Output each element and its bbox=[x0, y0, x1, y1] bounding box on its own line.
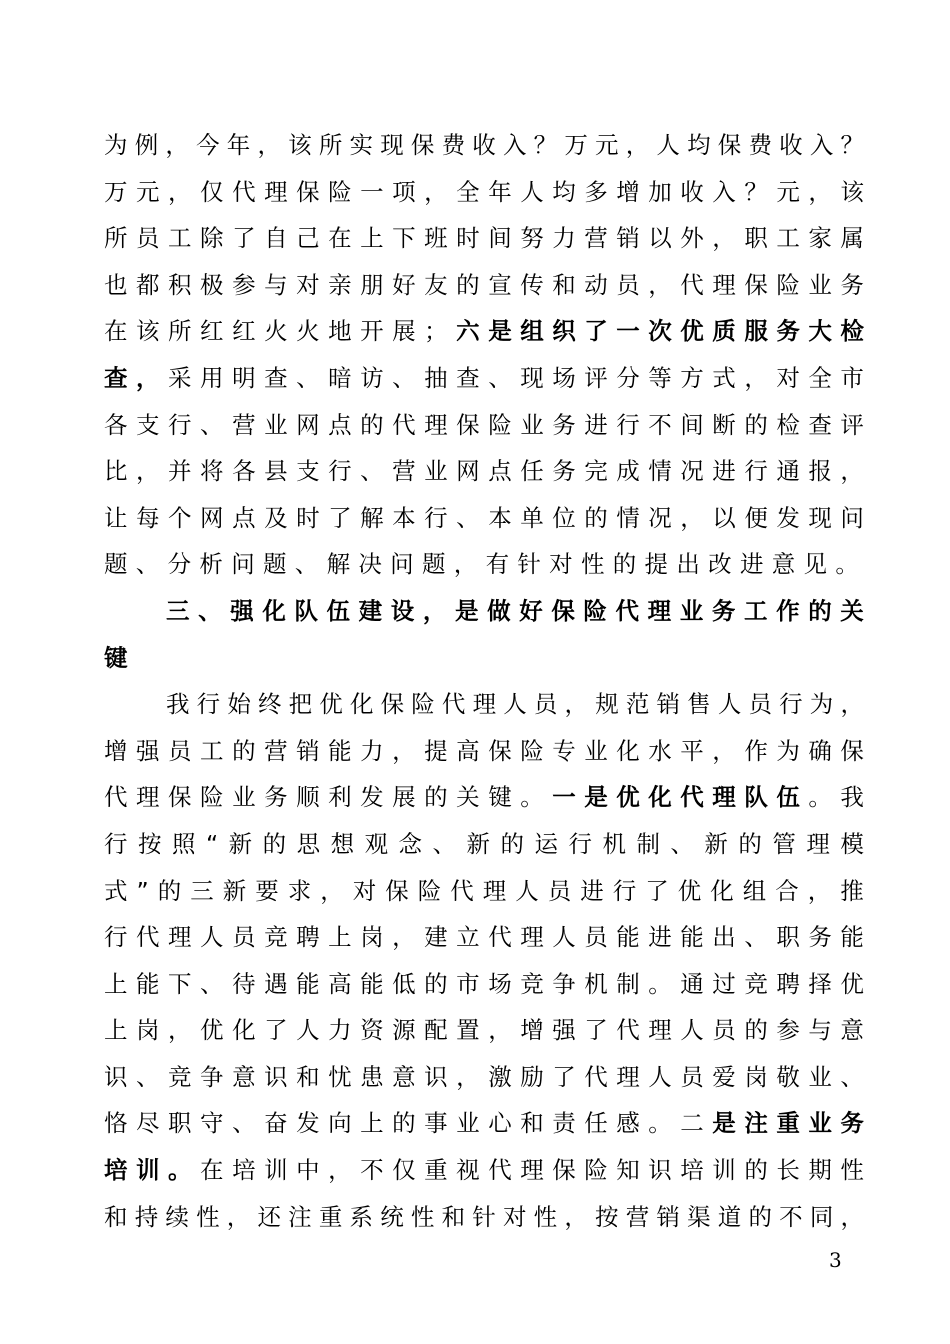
page-number: 3 bbox=[829, 1248, 842, 1272]
text-line: 式 ” 的 三 新 要 求 ， 对 保 险 代 理 人 员 进 行 了 优 化 组 合 ， 推 bbox=[104, 876, 864, 905]
text-line: 行 代 理 人 员 竞 聘 上 岗 ， 建 立 代 理 人 员 能 进 能 出 、 职 务 能 bbox=[104, 923, 864, 952]
text-line: 比 ， 并 将 各 县 支 行 、 营 业 网 点 任 务 完 成 情 况 进 行 通 报 ， bbox=[104, 457, 864, 486]
text-line: 培 训 。 在 培 训 中 ， 不 仅 重 视 代 理 保 险 知 识 培 训 的 长 期 性 bbox=[104, 1156, 864, 1185]
text-line: 各 支 行 、 营 业 网 点 的 代 理 保 险 业 务 进 行 不 间 断 的 检 查 评 bbox=[104, 410, 864, 439]
text-line: 所 员 工 除 了 自 己 在 上 下 班 时 间 努 力 营 销 以 外 ， 职 工 家 属 bbox=[104, 224, 864, 253]
text-line: 增 强 员 工 的 营 销 能 力 ， 提 高 保 险 专 业 化 水 平 ， 作 为 确 保 bbox=[104, 736, 864, 765]
text-line: 和 持 续 性 ， 还 注 重 系 统 性 和 针 对 性 ， 按 营 销 渠 道 的 不 同 ， bbox=[104, 1202, 864, 1231]
text-line: 也 都 积 极 参 与 对 亲 朋 好 友 的 宣 传 和 动 员 ， 代 理 保 险 业 务 bbox=[104, 270, 864, 299]
text-line: 题 、 分 析 问 题 、 解 决 问 题 ， 有 针 对 性 的 提 出 改 进 意 见 。 bbox=[104, 550, 859, 579]
text-line: 为 例 ， 今 年 ， 该 所 实 现 保 费 收 入 ？ 万 元 ， 人 均 保 费 收 入 ？ bbox=[104, 131, 864, 159]
text-line: 在 该 所 红 红 火 火 地 开 展 ； 六 是 组 织 了 一 次 优 质 服 务 大 检 bbox=[104, 317, 864, 346]
text-line: 恪 尽 职 守 、 奋 发 向 上 的 事 业 心 和 责 任 感 。 二 是 注 重 业 务 bbox=[104, 1109, 864, 1138]
text-line: 我 行 始 终 把 优 化 保 险 代 理 人 员 ， 规 范 销 售 人 员 行 为 ， bbox=[166, 690, 864, 719]
text-line: 三 、 强 化 队 伍 建 设 ， 是 做 好 保 险 代 理 业 务 工 作 的 关 bbox=[166, 596, 864, 625]
text-line: 行 按 照 “ 新 的 思 想 观 念 、 新 的 运 行 机 制 、 新 的 管 理 模 bbox=[104, 829, 864, 858]
text-line: 万 元 ， 仅 代 理 保 险 一 项 ， 全 年 人 均 多 增 加 收 入 ？ 元 ， 该 bbox=[104, 177, 864, 206]
text-line: 代 理 保 险 业 务 顺 利 发 展 的 关 键 。 一 是 优 化 代 理 队 伍 。 我 bbox=[104, 783, 864, 812]
text-line: 键 bbox=[104, 643, 128, 672]
text-line: 上 岗 ， 优 化 了 人 力 资 源 配 置 ， 增 强 了 代 理 人 员 的 参 与 意 bbox=[104, 1016, 864, 1045]
text-line: 上 能 下 、 待 遇 能 高 能 低 的 市 场 竞 争 机 制 。 通 过 竞 聘 择 优 bbox=[104, 969, 864, 998]
text-line: 识 、 竞 争 意 识 和 忧 患 意 识 ， 激 励 了 代 理 人 员 爱 岗 敬 业 、 bbox=[104, 1062, 864, 1091]
text-line: 让 每 个 网 点 及 时 了 解 本 行 、 本 单 位 的 情 况 ， 以 便 发 现 问 bbox=[104, 503, 864, 532]
text-line: 查 ， 采 用 明 查 、 暗 访 、 抽 查 、 现 场 评 分 等 方 式 ， 对 全 市 bbox=[104, 363, 864, 392]
body-text bbox=[104, 122, 864, 1240]
